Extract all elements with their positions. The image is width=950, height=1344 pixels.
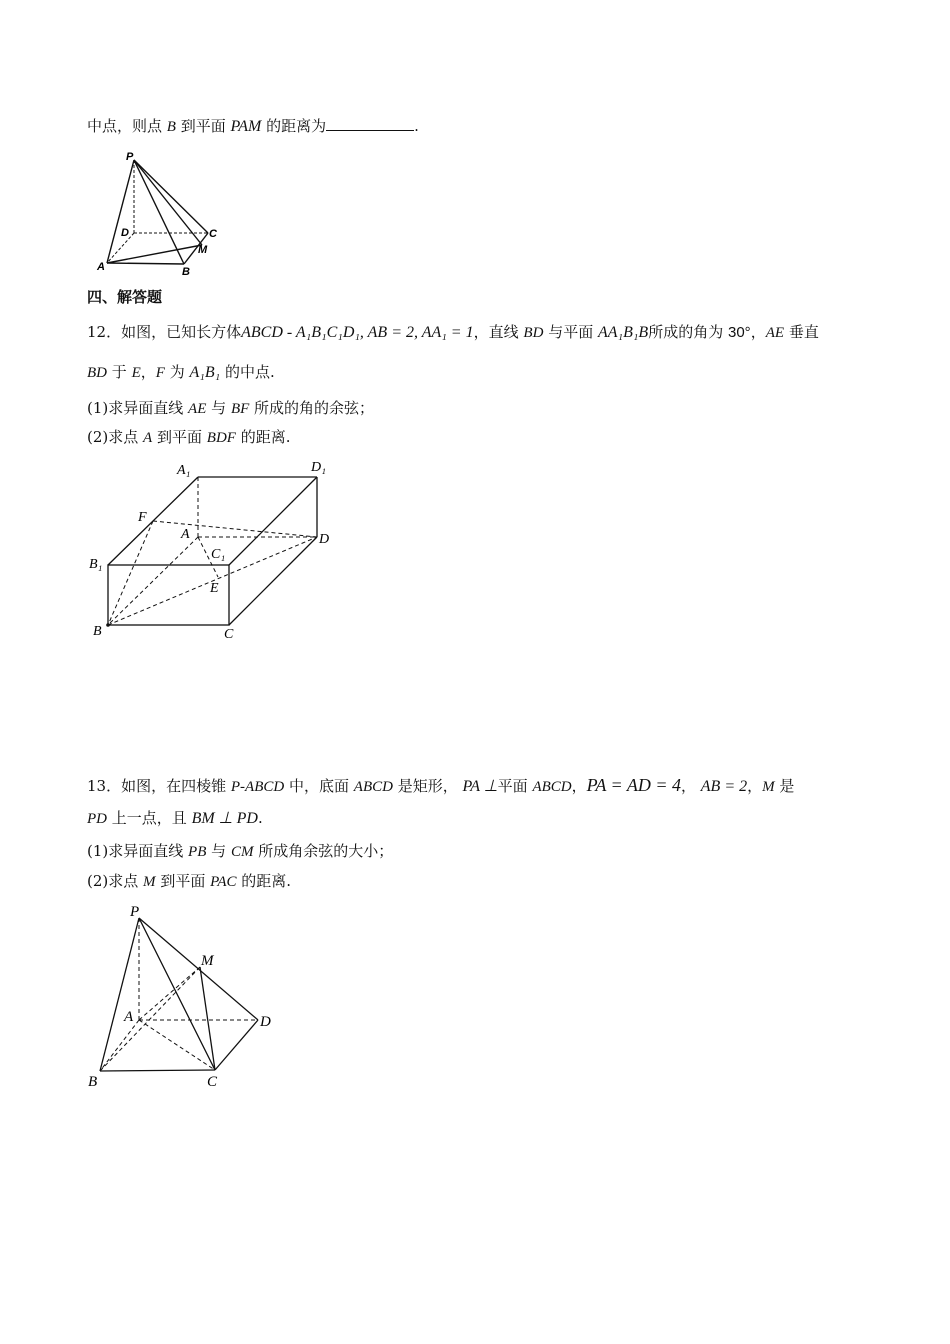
answer-blank[interactable]	[326, 116, 414, 131]
q13-sub1: (1)求异面直线 PB 与 CM 所成角余弦的大小；	[87, 842, 394, 860]
section-heading: 四、解答题	[87, 289, 163, 306]
label-M: M	[198, 244, 208, 256]
label-D: D	[260, 1014, 271, 1030]
label-C: C	[207, 1074, 218, 1090]
q12-sub2: (2)求点 A 到平面 BDF 的距离.	[87, 428, 291, 446]
label-C1: C₁	[211, 547, 226, 562]
q11-text: 中点，则点 B 到平面 PAM 的距离为 .	[87, 117, 419, 135]
label-M: M	[201, 953, 214, 969]
label-D: D	[319, 532, 330, 547]
q12-line1: 12．如图，已知长方体ABCD - A₁B₁C₁D₁, AB = 2, AA₁ = 1，直线 BD 与平面 AA₁B₁B所成的角为 30°，AE 垂直	[87, 323, 819, 341]
label-B: B	[88, 1074, 98, 1090]
q11-figure	[90, 145, 230, 280]
label-B: B	[93, 624, 102, 639]
q12-figure	[85, 455, 345, 650]
q12-line2: BD 于 E，F 为 A₁B₁ 的中点.	[87, 363, 275, 381]
q13-figure	[80, 898, 290, 1098]
label-F: F	[138, 510, 147, 525]
label-A: A	[124, 1009, 134, 1025]
label-E: E	[210, 581, 219, 596]
label-C: C	[209, 228, 217, 240]
q13-line1: 13．如图，在四棱锥 P-ABCD 中，底面 ABCD 是矩形， PA ⊥平面 ABCD，PA = AD = 4， AB = 2，M 是	[87, 775, 795, 795]
label-A: A	[97, 261, 105, 273]
label-B1: B₁	[89, 557, 103, 572]
q12-sub1: (1)求异面直线 AE 与 BF 所成的角的余弦；	[87, 399, 375, 417]
label-P: P	[130, 904, 140, 920]
label-D1: D₁	[311, 460, 326, 475]
q13-sub2: (2)求点 M 到平面 PAC 的距离.	[87, 872, 292, 890]
label-D: D	[121, 227, 129, 239]
label-A: A	[181, 527, 190, 542]
label-C: C	[224, 627, 234, 642]
q13-line2: PD 上一点，且 BM ⊥ PD.	[87, 809, 263, 827]
label-P: P	[126, 151, 134, 163]
label-B: B	[182, 266, 190, 278]
label-A1: A₁	[177, 463, 191, 478]
